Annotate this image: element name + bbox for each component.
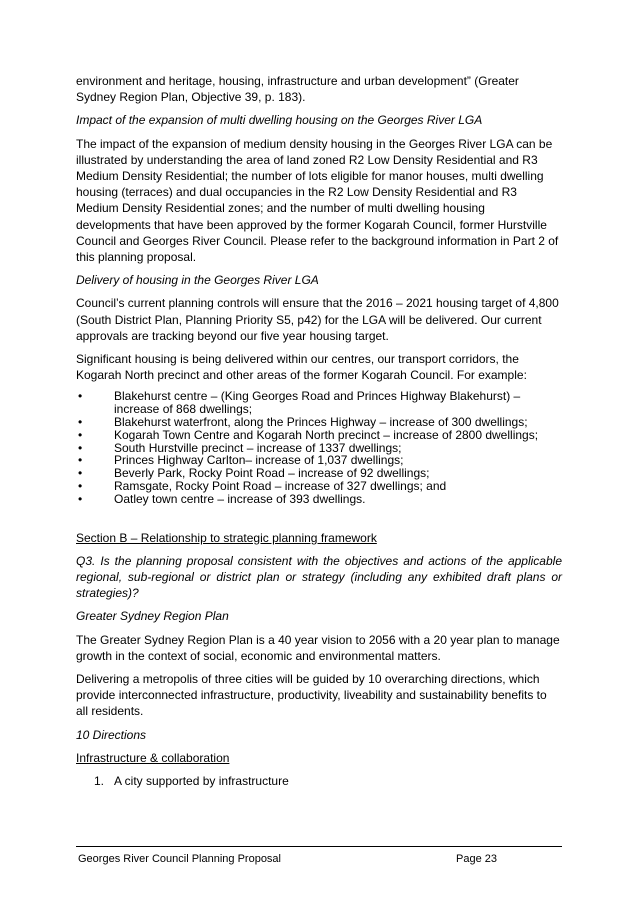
bullet-marker: • bbox=[78, 466, 83, 481]
paragraph-controls: Council’s current planning controls will ensure that the 2016 – 2021 housing target of 4,800 (South District Plan, Planning Priority S5, p42) for the LGA will be delivered. Our current approvals are tracking beyond our five year housing target. bbox=[76, 296, 559, 343]
bullet-marker: • bbox=[78, 389, 83, 404]
heading-10-directions: 10 Directions bbox=[76, 727, 147, 742]
list-item: • Blakehurst centre – (King Georges Road and Princes Highway Blakehurst) – increase of 868 dwellings; bbox=[78, 389, 521, 417]
paragraph-three-cities: Delivering a metropolis of three cities will be guided by 10 overarching directions, which provide interconnected infrastructure, productivity, liveability and sustainability benefits to all residents. bbox=[76, 672, 547, 719]
list-item: • Ramsgate, Rocky Point Road – increase of 327 dwellings; and bbox=[78, 479, 447, 494]
heading-impact: Impact of the expansion of multi dwelling housing on the Georges River LGA bbox=[76, 113, 483, 128]
bullet-marker: • bbox=[78, 440, 83, 455]
list-item: 1. A city supported by infrastructure bbox=[94, 774, 289, 789]
section-b-heading: Section B – Relationship to strategic planning framework bbox=[76, 530, 377, 545]
footer-page-number: Page 23 bbox=[456, 853, 497, 865]
page-footer bbox=[76, 846, 562, 865]
bullet-marker: • bbox=[78, 453, 83, 468]
heading-greater-sydney-region-plan: Greater Sydney Region Plan bbox=[76, 609, 229, 624]
list-item: • Beverly Park, Rocky Point Road – increase of 92 dwellings; bbox=[78, 466, 430, 481]
bullet-marker: • bbox=[78, 491, 83, 506]
spacer bbox=[76, 516, 562, 530]
list-item: • Blakehurst waterfront, along the Princes Highway – increase of 300 dwellings; bbox=[78, 415, 528, 430]
heading-infrastructure-collaboration: Infrastructure & collaboration bbox=[76, 750, 230, 765]
footer-document-title: Georges River Council Planning Proposal bbox=[78, 853, 281, 865]
bullet-marker: • bbox=[78, 415, 83, 430]
list-item: • Kogarah Town Centre and Kogarah North precinct – increase of 2800 dwellings; bbox=[78, 427, 539, 442]
bullet-marker: • bbox=[78, 479, 83, 494]
paragraph-impact: The impact of the expansion of medium density housing in the Georges River LGA can be illustrated by understanding the area of land zoned R2 Low Density Residential and R3 Medium Density Residential; the number of lots eligible for manor houses, multi dwelling housing (terraces) and dual occupancies in the R2 Low Density Residential and R3 Medium Density Residential zones; and the number of multi dwelling housing developments that have been approved by the former Kogarah Council, former Hurstville Council and Georges River Council. Please refer to the background information in Part 2 of this planning proposal. bbox=[76, 136, 559, 265]
document-body bbox=[76, 73, 562, 789]
paragraph-region-plan-vision: The Greater Sydney Region Plan is a 40 year vision to 2056 with a 20 year plan to manage growth in the context of social, economic and environmental matters. bbox=[76, 632, 560, 663]
bullet-marker: • bbox=[78, 427, 83, 442]
paragraph-significant-housing: Significant housing is being delivered within our centres, our transport corridors, the Kogarah North precinct and other areas of the former Kogarah Council. For example: bbox=[76, 352, 527, 383]
directions-list bbox=[76, 773, 562, 789]
housing-bullet-list bbox=[76, 390, 562, 505]
list-item: • Oatley town centre – increase of 393 dwellings. bbox=[78, 491, 366, 506]
list-item: • South Hurstville precinct – increase of 1337 dwellings; bbox=[78, 440, 402, 455]
question-q3: Q3. Is the planning proposal consistent with the objectives and actions of the applicable regional, sub-regional or district plan or strategy (including any exhibited draft plans or strategies)? bbox=[76, 553, 562, 601]
list-item: • Princes Highway Carlton– increase of 1,037 dwellings; bbox=[78, 453, 404, 468]
paragraph-heritage: environment and heritage, housing, infrastructure and urban development” (Greater Sydney Region Plan, Objective 39, p. 183). bbox=[76, 74, 519, 105]
heading-delivery: Delivery of housing in the Georges River LGA bbox=[76, 273, 319, 288]
list-number: 1. bbox=[94, 774, 105, 789]
